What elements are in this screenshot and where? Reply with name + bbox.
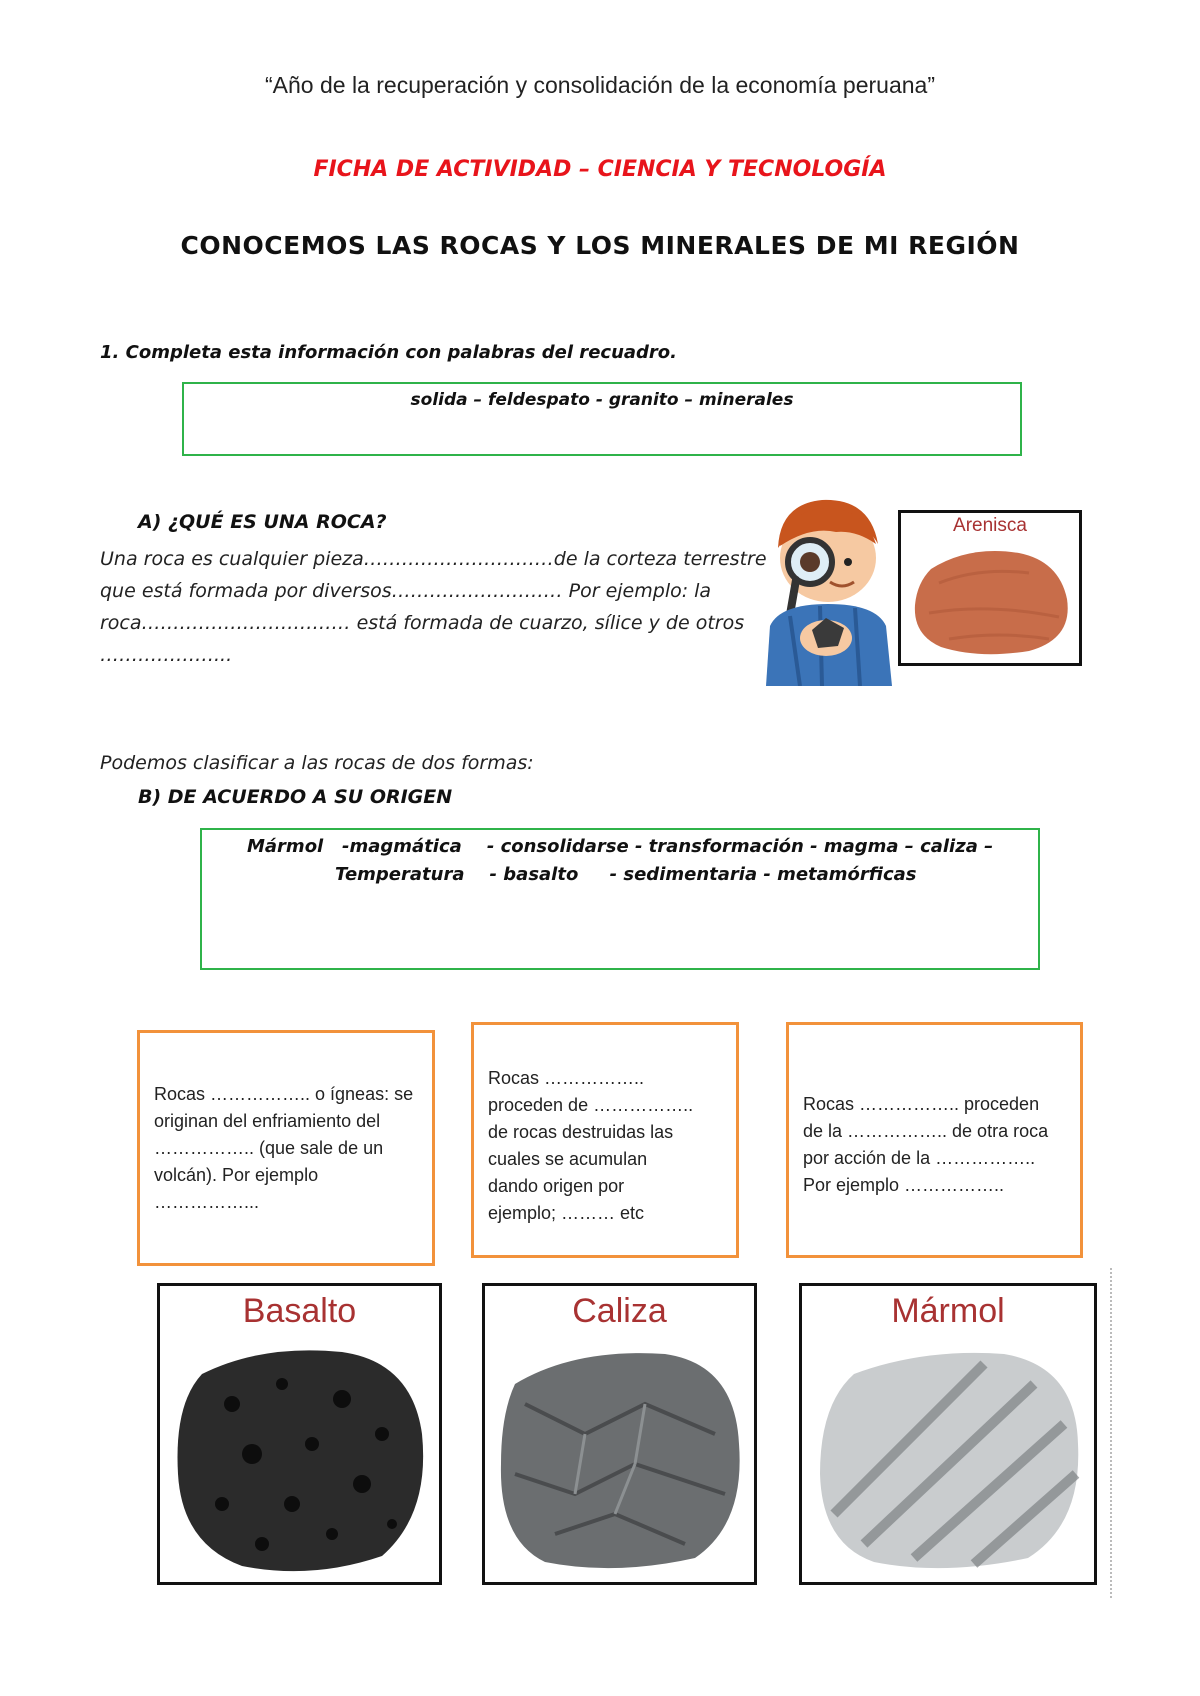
word-box-1: [182, 382, 1022, 456]
classification-intro: Podemos clasificar a las rocas de dos formas:: [100, 752, 534, 774]
basalt-rock-icon: [172, 1344, 428, 1576]
section-a-line-1: Una roca es cualquier pieza…………………………de la corteza terrestre: [100, 548, 767, 570]
sedimentary-line-3: de rocas destruidas las: [488, 1122, 674, 1142]
sandstone-rock-icon: [909, 543, 1075, 659]
igneous-rock-box: [137, 1030, 435, 1266]
igneous-line-1: Rocas …………….. o ígneas: se: [154, 1084, 414, 1104]
word-box-2-line-1: Mármol -magmática - consolidarse - transformación - magma – caliza –: [247, 836, 994, 857]
child-magnifier-icon: [760, 486, 900, 686]
limestone-rock-icon: [495, 1344, 745, 1574]
limestone-label: Caliza: [572, 1292, 667, 1330]
marble-label: Mármol: [891, 1292, 1005, 1330]
basalt-label: Basalto: [242, 1292, 357, 1330]
word-box-1-words: solida – feldespato - granito – minerales: [410, 390, 794, 410]
basalt-image-frame: [157, 1283, 442, 1585]
sedimentary-line-2: proceden de ……………..: [488, 1095, 694, 1115]
marble-image-frame: [799, 1283, 1097, 1585]
activity-sheet-title: FICHA DE ACTIVIDAD – CIENCIA Y TECNOLOGÍA: [313, 157, 887, 182]
header-motto: “Año de la recuperación y consolidación de la economía peruana”: [265, 72, 935, 98]
page-title: CONOCEMOS LAS ROCAS Y LOS MINERALES DE MI REGIÓN: [180, 231, 1020, 260]
sandstone-image-frame: [898, 510, 1082, 666]
metamorphic-line-1: Rocas …………….. proceden: [803, 1094, 1040, 1114]
igneous-line-2: originan del enfriamiento del: [154, 1111, 381, 1131]
marble-rock-icon: [814, 1344, 1084, 1574]
metamorphic-line-4: Por ejemplo ……………..: [803, 1175, 1005, 1195]
sedimentary-rock-box: [471, 1022, 739, 1258]
igneous-line-3: …………….. (que sale de un: [154, 1138, 384, 1158]
word-box-2-line-2: Temperatura - basalto - sedimentaria - metamórficas: [335, 864, 917, 885]
sedimentary-line-4: cuales se acumulan: [488, 1149, 648, 1169]
page-edge-rule: [1110, 1268, 1112, 1598]
igneous-line-5: ……………...: [154, 1192, 260, 1212]
section-a-heading: A) ¿QUÉ ES UNA ROCA?: [138, 511, 387, 533]
section-a-line-3: roca…………………………… está formada de cuarzo, sílice y de otros: [100, 612, 745, 634]
question-1-prompt: 1. Completa esta información con palabras del recuadro.: [100, 342, 677, 363]
metamorphic-line-3: por acción de la ……………..: [803, 1148, 1036, 1168]
metamorphic-rock-box: [786, 1022, 1083, 1258]
metamorphic-line-2: de la …………….. de otra roca: [803, 1121, 1049, 1141]
section-a-line-4: ………………...: [100, 644, 233, 666]
section-a-line-2: que está formada por diversos……………………… Por ejemplo: la: [100, 580, 712, 602]
igneous-line-4: volcán). Por ejemplo: [154, 1165, 319, 1185]
sandstone-label: Arenisca: [953, 515, 1027, 536]
sedimentary-line-5: dando origen por: [488, 1176, 625, 1196]
word-box-2: [200, 828, 1040, 970]
sedimentary-line-6: ejemplo; ……… etc: [488, 1203, 645, 1223]
section-b-heading: B) DE ACUERDO A SU ORIGEN: [138, 786, 453, 808]
sedimentary-line-1: Rocas ……………..: [488, 1068, 645, 1088]
limestone-image-frame: [482, 1283, 757, 1585]
